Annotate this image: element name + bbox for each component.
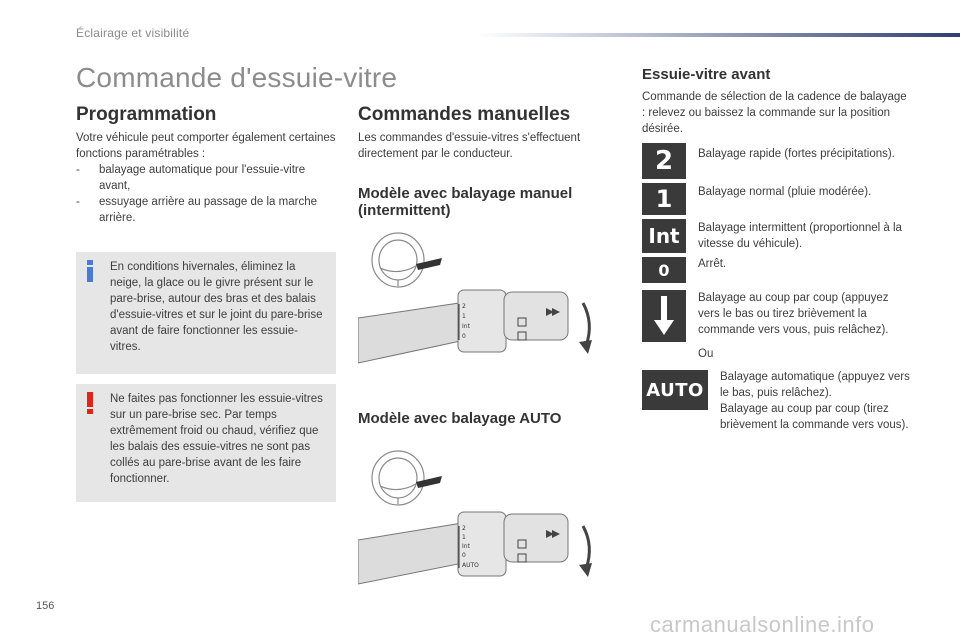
stalk-label-1: 1 xyxy=(462,534,466,541)
list-item: - essuyage arrière au passage de la marche arrière. xyxy=(76,194,338,226)
subtitle-model-auto: Modèle avec balayage AUTO xyxy=(358,410,562,427)
warning-note-text: Ne faites pas fonctionner les essuie-vitres sur un pare-brise sec. Par temps extrêmement froid ou chaud, vérifiez que les balais des essuie-vitres ne sont pas collés au pare-brise avant de les faire fonctionner. xyxy=(110,393,323,485)
header-rule xyxy=(478,33,960,37)
arrow-down-icon xyxy=(642,290,686,342)
single-wipe-arrow xyxy=(653,296,675,336)
mode-int-icon: Int xyxy=(642,219,686,253)
mode-2-description: Balayage rapide (fortes précipitations). xyxy=(698,148,895,160)
stalk-label-int: Int xyxy=(462,543,470,550)
mode-int-description: Balayage intermittent (proportionnel à la vitesse du véhicule). xyxy=(698,222,902,250)
mode-2-icon: 2 xyxy=(642,143,686,179)
mode-1-icon: 1 xyxy=(642,183,686,215)
wiper-stalk-manual-illustration xyxy=(358,228,608,378)
stalk-label-2: 2 xyxy=(462,525,466,532)
auto-icon: AUTO xyxy=(642,370,708,410)
mode-0-description: Arrêt. xyxy=(698,258,727,270)
programmation-list xyxy=(76,162,338,226)
warning-note xyxy=(76,384,336,502)
section-title-commandes-manuelles: Commandes manuelles xyxy=(358,104,571,125)
info-icon xyxy=(86,260,94,282)
mode-1-description: Balayage normal (pluie modérée). xyxy=(698,186,872,198)
stalk-label-0: 0 xyxy=(462,552,466,559)
list-item: - balayage automatique pour l'essuie-vitre avant, xyxy=(76,162,338,194)
section-title-programmation: Programmation xyxy=(76,104,217,125)
info-note-text: En conditions hivernales, éliminez la neige, la glace ou le givre présent sur le pare-brise, autour des bras et des balais d'essuie-vitres et sur le joint du pare-brise avant de faire fonctionner les essuie-vitres. xyxy=(110,261,323,353)
subtitle-model-manual: Modèle avec balayage manuel (intermittent) xyxy=(358,185,573,219)
page-number: 156 xyxy=(36,600,55,612)
info-note xyxy=(76,252,336,374)
section-title-essuie-vitre-avant: Essuie-vitre avant xyxy=(642,66,771,83)
auto-description-2: Balayage au coup par coup (tirez brièvement la commande vers vous). xyxy=(720,403,909,431)
stalk-label-1: 1 xyxy=(462,313,466,320)
manuelles-intro: Les commandes d'essuie-vitres s'effectuent directement par le conducteur. xyxy=(358,132,581,160)
auto-description-1: Balayage automatique (appuyez vers le bas, puis relâchez). xyxy=(720,371,910,399)
page-title: Commande d'essuie-vitre xyxy=(76,62,398,93)
wiper-stalk-auto-illustration xyxy=(358,446,608,596)
single-wipe-description: Balayage au coup par coup (appuyez vers le bas ou tirez brièvement la commande vers vous, puis relâchez). xyxy=(698,292,889,336)
stalk-label-0: 0 xyxy=(462,333,466,340)
stalk-label-2: 2 xyxy=(462,303,466,310)
running-header: Éclairage et visibilité xyxy=(76,26,190,40)
warning-icon xyxy=(86,392,94,414)
avant-intro: Commande de sélection de la cadence de balayage : relevez ou baissez la commande sur la position désirée. xyxy=(642,91,907,135)
or-label: Ou xyxy=(698,348,714,360)
mode-0-icon: 0 xyxy=(642,257,686,283)
programmation-intro: Votre véhicule peut comporter également certaines fonctions paramétrables : xyxy=(76,132,336,160)
watermark: carmanualsonline.info xyxy=(650,612,875,637)
stalk-label-int: Int xyxy=(462,323,470,330)
stalk-label-auto: AUTO xyxy=(462,562,479,569)
